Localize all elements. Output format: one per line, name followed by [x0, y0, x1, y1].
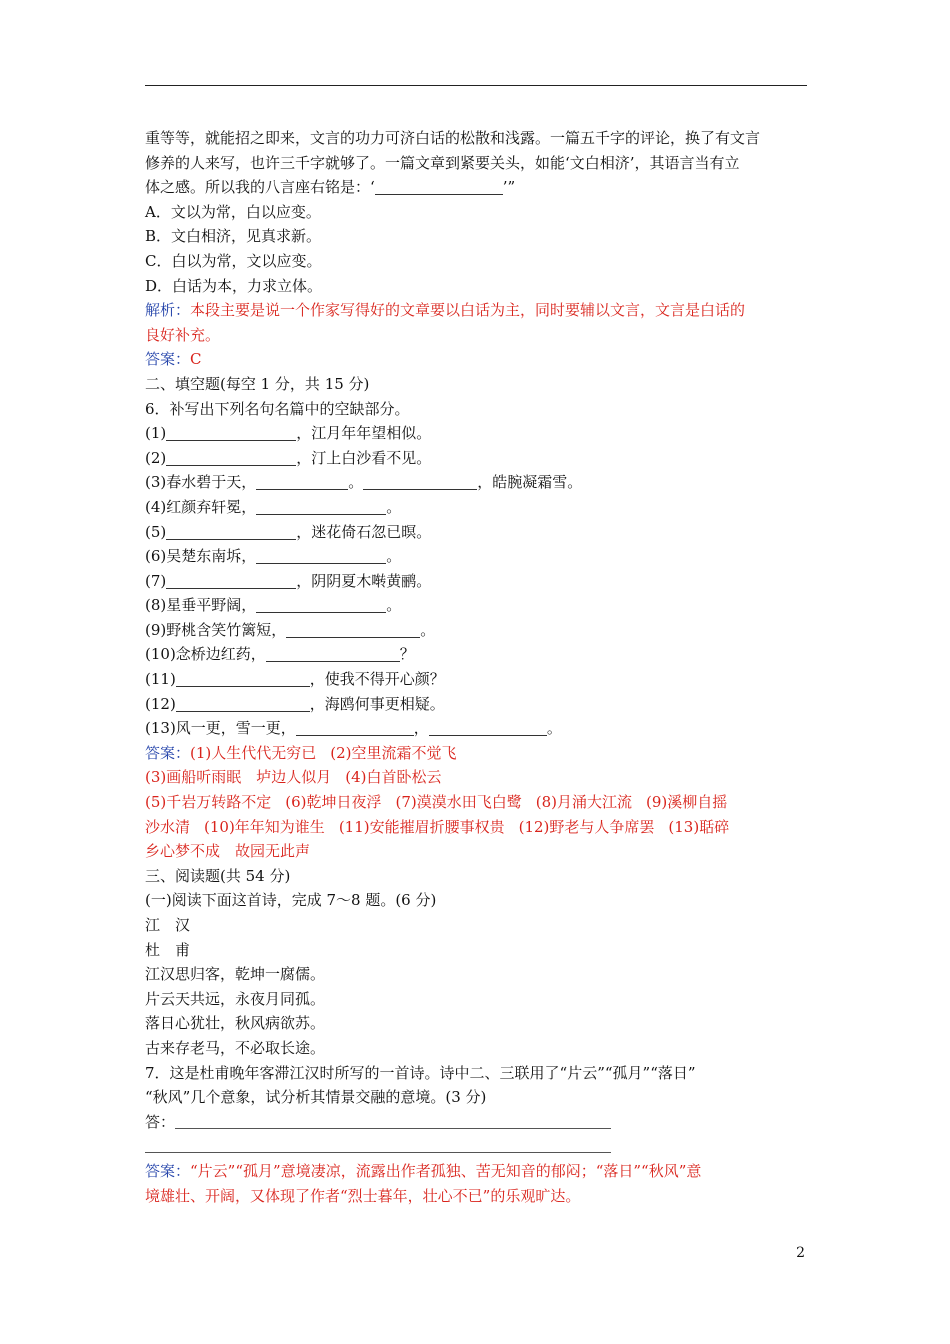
question-7-line-2: “秋风”几个意象，试分析其情景交融的意境。(3 分) — [145, 1088, 487, 1107]
fill-item-13-post: 。 — [546, 719, 562, 738]
answer-6-1: (1)人生代代无穷已 — [190, 743, 317, 762]
fill-item-11-pre: (11) — [145, 670, 176, 689]
answer-6-3: (3)画船听雨眠 垆边人似月 — [145, 768, 332, 787]
answer-6-9a: (9)溪柳自摇 — [646, 793, 728, 812]
section-3-title: 三、阅读题(共 54 分) — [145, 866, 291, 885]
section-3-part-1: (一)阅读下面这首诗，完成 7～8 题。(6 分) — [145, 891, 437, 910]
fill-item-9-pre: (9)野桃含笑竹篱短， — [145, 620, 287, 639]
fill-item-12-pre: (12) — [145, 694, 176, 713]
fill-item-5-post: ，迷花倚石忽已暝。 — [296, 522, 432, 541]
fill-item-12 — [145, 692, 807, 717]
fill-item-8-post: 。 — [386, 596, 402, 615]
fill-item-11 — [145, 667, 807, 692]
fill-item-7-post: ，阴阴夏木啭黄鹂。 — [296, 571, 432, 590]
fill-item-10-pre: (10)念桥边红药， — [145, 645, 266, 664]
fill-blank — [256, 498, 386, 515]
fill-item-3-post: ，皓腕凝霜雪。 — [477, 473, 583, 492]
fill-item-8-pre: (8)星垂平野阔， — [145, 596, 257, 615]
fill-blank — [166, 523, 296, 540]
answer-7-prompt-label: 答： — [145, 1112, 176, 1131]
fill-blank — [266, 645, 400, 662]
answer-5-value: C — [190, 350, 202, 369]
analysis-line-1 — [145, 298, 807, 323]
answer-6-11: (11)安能摧眉折腰事权贵 — [338, 817, 505, 836]
option-b: B．文白相济，见真求新。 — [145, 227, 322, 246]
option-a: A．文以为常，白以应变。 — [145, 202, 321, 221]
answer-7-prompt — [145, 1110, 807, 1135]
intro-line-1: 重等等，就能招之即来，文言的功力可济白话的松散和浅露。一篇五千字的评论，换了有文言 — [145, 129, 761, 147]
question-7-line-1: 7．这是杜甫晚年客滞江汉时所写的一首诗。诗中二、三联用了“片云”“孤月”“落日” — [145, 1063, 696, 1082]
fill-item-3-mid: 。 — [348, 473, 364, 492]
fill-item-5 — [145, 520, 807, 545]
poem-line-3: 落日心犹壮，秋风病欲苏。 — [145, 1014, 326, 1033]
analysis-label: 解析： — [145, 301, 191, 320]
answer-6-13b: 乡心梦不成 故园无此声 — [145, 842, 311, 861]
option-d: D．白话为本，力求立体。 — [145, 276, 323, 295]
intro-line-3-pre: 体之感。所以我的八言座右铭是：‘ — [145, 178, 375, 197]
analysis-line-2: 良好补充。 — [145, 325, 221, 344]
fill-item-9-post: 。 — [420, 620, 436, 639]
page-number: 2 — [796, 1245, 805, 1261]
fill-item-10-post: ？ — [399, 645, 415, 664]
section-2-title: 二、填空题(每空 1 分，共 15 分) — [145, 374, 370, 393]
fill-blank — [429, 719, 547, 736]
fill-item-2-post: ，汀上白沙看不见。 — [296, 448, 432, 467]
fill-blank — [256, 473, 348, 490]
answer-6-13a: (13)聒碎 — [668, 817, 730, 836]
answer-6-10: (10)年年知为谁生 — [204, 817, 325, 836]
answer-writing-line — [145, 1138, 611, 1153]
answer-7-extra-line — [145, 1134, 807, 1159]
answer-7-line-1 — [145, 1159, 807, 1184]
answer-7-text-1: “片云”“孤月”意境凄凉，流露出作者孤独、苦无知音的郁闷；“落日”“秋风”意 — [190, 1161, 702, 1180]
answer-6-9b: 沙水清 — [145, 817, 191, 836]
fill-blank — [166, 424, 296, 441]
fill-item-5-pre: (5) — [145, 522, 167, 541]
answer-6-12: (12)野老与人争席罢 — [518, 817, 655, 836]
header-rule — [145, 85, 807, 86]
answer-7-label: 答案： — [145, 1161, 191, 1180]
fill-item-2-pre: (2) — [145, 448, 167, 467]
fill-item-1-pre: (1) — [145, 424, 167, 443]
fill-blank — [166, 572, 296, 589]
fill-blank — [176, 695, 310, 712]
answers-6-line-4 — [145, 815, 807, 840]
fill-item-10 — [145, 642, 807, 667]
intro-line-3-post: ’” — [502, 178, 516, 197]
fill-item-7 — [145, 569, 807, 594]
answer-6-8: (8)月涌大江流 — [535, 793, 632, 812]
answer-6-4: (4)白首卧松云 — [345, 768, 442, 787]
motto-blank — [375, 178, 503, 195]
fill-item-4 — [145, 495, 807, 520]
fill-item-6 — [145, 544, 807, 569]
answer-writing-line — [175, 1114, 611, 1129]
option-c: C．白以为常，文以应变。 — [145, 251, 322, 270]
fill-item-13-mid: ， — [413, 719, 429, 738]
fill-blank — [286, 621, 420, 638]
answer-5 — [145, 347, 807, 372]
fill-blank — [256, 547, 386, 564]
answer-6-2: (2)空里流霜不觉飞 — [330, 743, 457, 762]
poem-author: 杜 甫 — [145, 940, 191, 959]
answer-7-line-2: 境雄壮、开阔，又体现了作者“烈士暮年，壮心不已”的乐观旷达。 — [145, 1186, 581, 1205]
fill-blank — [296, 719, 414, 736]
fill-item-1 — [145, 421, 807, 446]
fill-item-1-post: ，江月年年望相似。 — [296, 424, 432, 443]
fill-item-13 — [145, 716, 807, 741]
poem-line-1: 江汉思归客，乾坤一腐儒。 — [145, 965, 326, 984]
fill-item-4-pre: (4)红颜弃轩冕， — [145, 497, 257, 516]
answers-6-line-3 — [145, 790, 807, 815]
document-body — [145, 126, 807, 1208]
fill-item-8 — [145, 593, 807, 618]
fill-item-3-pre: (3)春水碧于天， — [145, 473, 257, 492]
fill-item-4-post: 。 — [386, 497, 402, 516]
fill-blank — [363, 473, 477, 490]
fill-item-11-post: ，使我不得开心颜？ — [309, 670, 445, 689]
fill-item-7-pre: (7) — [145, 571, 167, 590]
poem-line-4: 古来存老马，不必取长途。 — [145, 1038, 326, 1057]
answers-6-line-1 — [145, 741, 807, 766]
answer-5-label: 答案： — [145, 350, 191, 369]
fill-item-6-post: 。 — [386, 547, 402, 566]
fill-item-2 — [145, 446, 807, 471]
answer-6-7: (7)漠漠水田飞白鹭 — [395, 793, 522, 812]
fill-item-6-pre: (6)吴楚东南坼， — [145, 547, 257, 566]
fill-item-13-pre: (13)风一更，雪一更， — [145, 719, 296, 738]
fill-blank — [166, 449, 296, 466]
poem-title: 江 汉 — [145, 916, 191, 934]
answer-6-5: (5)千岩万转路不定 — [145, 793, 272, 812]
answers-6-label: 答案： — [145, 743, 191, 762]
fill-item-3 — [145, 470, 807, 495]
answer-6-6: (6)乾坤日夜浮 — [285, 793, 382, 812]
question-6: 6．补写出下列名句名篇中的空缺部分。 — [145, 399, 410, 418]
answers-6-line-2 — [145, 765, 807, 790]
fill-item-12-post: ，海鸥何事更相疑。 — [309, 694, 445, 713]
intro-line-3 — [145, 175, 807, 200]
fill-blank — [256, 596, 386, 613]
fill-blank — [176, 670, 310, 687]
intro-line-2: 修养的人来写，也许三千字就够了。一篇文章到紧要关头，如能‘文白相济’，其语言当有立 — [145, 153, 740, 172]
fill-item-9 — [145, 618, 807, 643]
analysis-text-1: 本段主要是说一个作家写得好的文章要以白话为主，同时要辅以文言，文言是白话的 — [190, 301, 746, 320]
poem-line-2: 片云天共远，永夜月同孤。 — [145, 989, 326, 1008]
